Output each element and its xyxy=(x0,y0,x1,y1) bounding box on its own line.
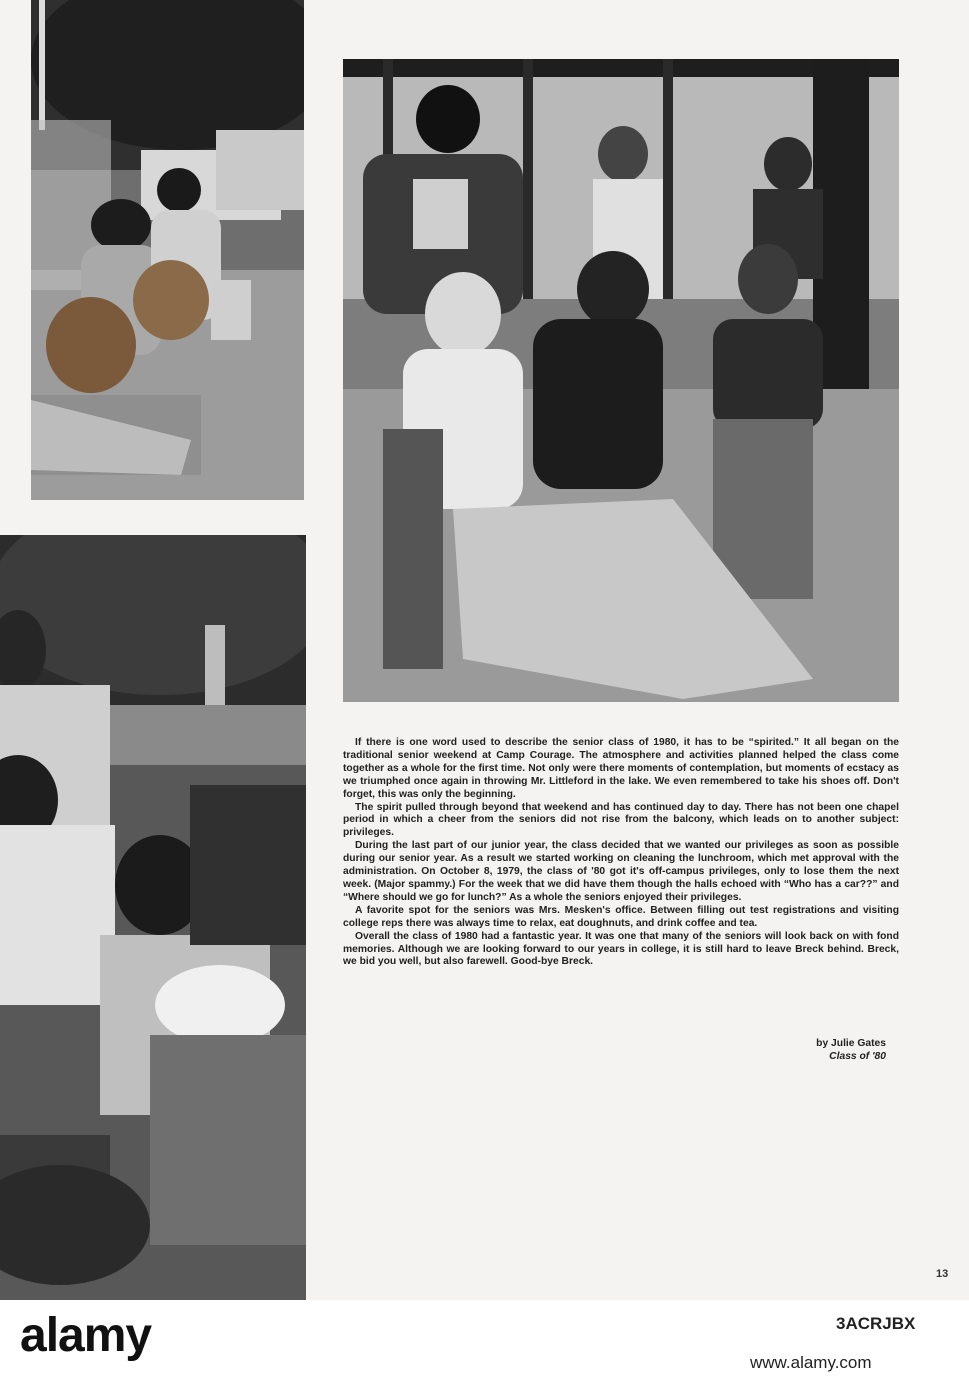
watermark-brand-logo: alamy xyxy=(20,1309,152,1362)
article-paragraph-5: Overall the class of 1980 had a fantastic year. It was one that many of the seniors will look back on with fond memories. Although we are looking forward to our years in college, it is still hard to leave Breck behind. Breck, we bid you well, but also farewell. Good-bye Breck. xyxy=(343,930,899,968)
article-body xyxy=(343,737,899,969)
article-paragraph-3: During the last part of our junior year, the class decided that we wanted our privileges as soon as possible during our senior year. As a result we started working on cleaning the lunchroom, which met approval with the administration. On October 8, 1979, the class of '80 got it's off-campus privileges, only to lose them the next week. (Major spammy.) For the week that we did have them though the halls echoed with “Who has a car??” and “Where should we go for lunch?” As a whole the seniors enjoyed their privileges. xyxy=(343,840,899,903)
byline-class: Class of '80 xyxy=(829,1051,886,1062)
watermark-image-id: 3ACRJBX xyxy=(836,1314,916,1333)
article-paragraph-4: A favorite spot for the seniors was Mrs. Mesken's office. Between filling out test registrations and visiting college reps there was always time to relax, eat doughnuts, and drink coffee and tea. xyxy=(343,904,899,929)
byline xyxy=(700,1037,886,1063)
watermark-site-url: www.alamy.com xyxy=(750,1353,872,1372)
photo-students-indoors xyxy=(343,59,899,702)
article-paragraph-1: If there is one word used to describe the senior class of 1980, it has to be “spirited.” It all began on the traditional senior weekend at Camp Courage. The atmosphere and activities planned helped the class come together as a whole for the first time. Not only were there moments of contemplation, but moments of ecstacy as we triumphed once again in throwing Mr. Littleford in the lake. We even remembered to take his shoes off. Don't forget, this was only the beginning. xyxy=(343,737,899,800)
article-paragraph-2: The spirit pulled through beyond that weekend and has continued day to day. There has not been one chapel period in which a cheer from the seniors did not rise from the balcony, which leads on to another subject: privileges. xyxy=(343,801,899,839)
photo-guitar-players xyxy=(31,0,304,500)
byline-author: by Julie Gates xyxy=(816,1038,886,1049)
page-number: 13 xyxy=(936,1268,949,1280)
photo-students-outdoors xyxy=(0,535,306,1300)
